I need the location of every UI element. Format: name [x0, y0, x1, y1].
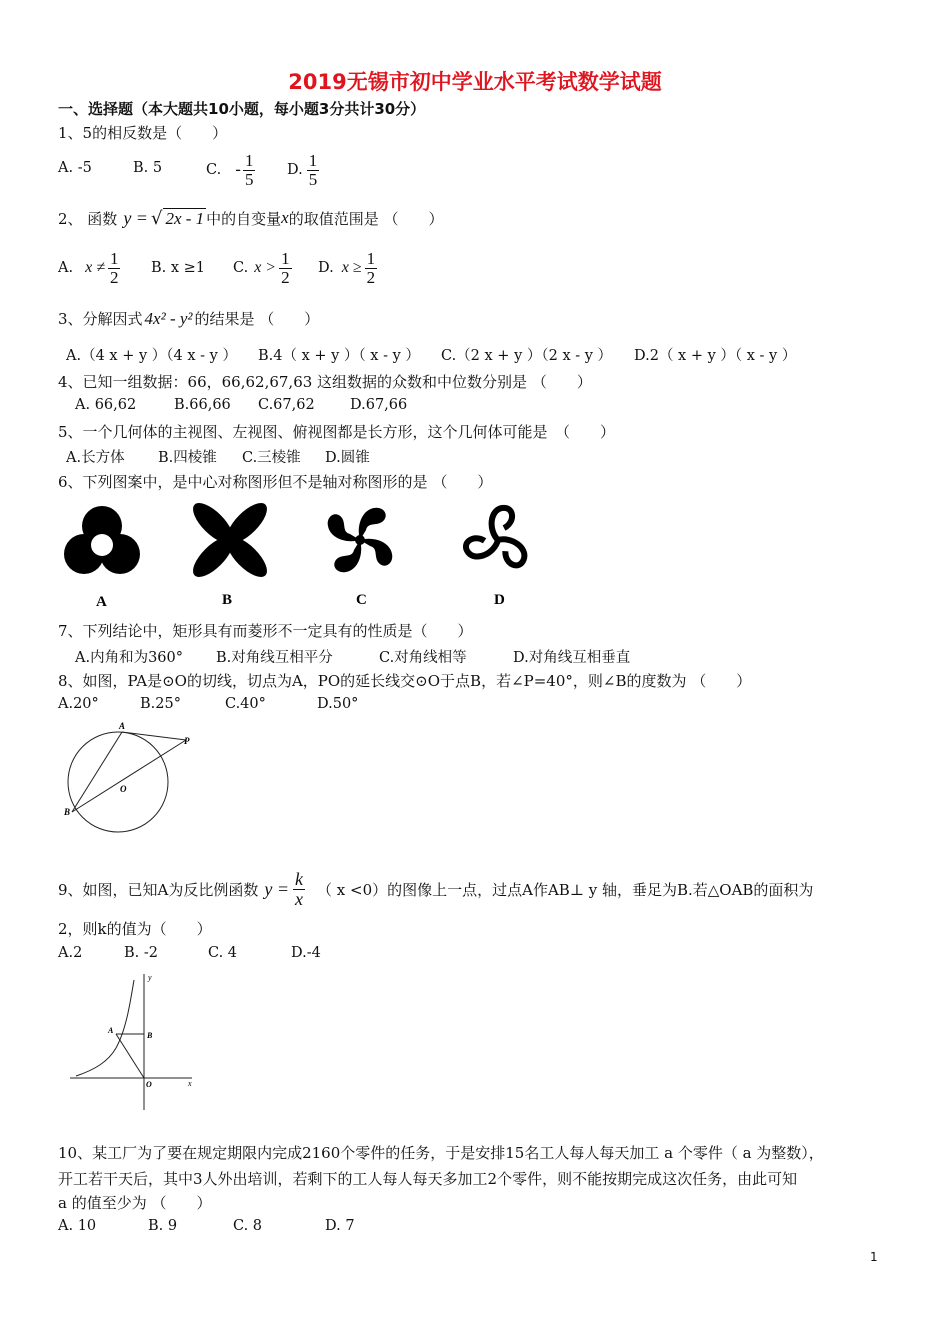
- question-10-line1: 10、某工厂为了要在规定期限内完成2160个零件的任务，于是安排15名工人每人每天加工 a 个零件（ a 为整数），: [58, 1144, 824, 1162]
- q4-option-a: A. 66,62: [75, 397, 137, 413]
- numerator: 1: [281, 248, 290, 268]
- formula-lhs: y =: [264, 878, 290, 899]
- question-7-stem: 7、下列结论中，矩形具有而菱形不一定具有的性质是（ ）: [58, 622, 473, 640]
- denominator: 2: [366, 267, 376, 287]
- q8-option-d: D.50°: [317, 696, 359, 712]
- figure-label-a: A: [96, 594, 107, 610]
- expression: 4x² - y²: [144, 308, 193, 328]
- q7-option-d: D.对角线互相垂直: [513, 650, 631, 666]
- q7-option-b: B.对角线互相平分: [216, 650, 333, 666]
- option-label: C.: [233, 260, 249, 276]
- figure-b-four-petals: [187, 498, 273, 583]
- q5-option-d: D.圆锥: [325, 450, 370, 466]
- q10-option-b: B. 9: [148, 1218, 178, 1234]
- q8-option-b: B.25°: [140, 696, 181, 712]
- stem-text: 3、分解因式: [58, 310, 143, 328]
- q9-option-a: A.2: [58, 945, 83, 961]
- numerator: 1: [366, 248, 376, 268]
- stem-text: 9、如图，已知A为反比例函数: [58, 880, 259, 899]
- question-9-stem: [58, 864, 813, 914]
- option-label: D.: [318, 260, 334, 276]
- q1-option-d: [287, 146, 319, 194]
- question-8-stem: 8、如图，PA是⊙O的切线，切点为A，PO的延长线交⊙O于点B，若∠P=40°，则∠B的度数为 （ ）: [58, 672, 752, 690]
- radicand: 2x - 1: [165, 208, 205, 228]
- q8-option-c: C.40°: [225, 696, 266, 712]
- point-label-p: P: [184, 736, 190, 746]
- q5-option-c: C.三棱锥: [242, 450, 301, 466]
- q1-option-b: B. 5: [133, 160, 163, 176]
- numerator: 1: [308, 150, 318, 170]
- stem-text: 中的自变量: [206, 209, 282, 228]
- question-3-stem: [58, 308, 319, 329]
- q9-option-c: C. 4: [208, 945, 238, 961]
- option-label: C.: [206, 162, 222, 178]
- q10-option-c: C. 8: [233, 1218, 263, 1234]
- q8-circle-figure: [60, 718, 200, 836]
- q8-option-a: A.20°: [58, 696, 99, 712]
- formula-lhs: y =: [123, 207, 148, 228]
- page-title: 2019无锡市初中学业水平考试数学试题: [288, 70, 662, 94]
- numerator: 1: [244, 150, 254, 170]
- q1-option-a: A. -5: [58, 160, 92, 176]
- variable: x: [281, 208, 289, 227]
- q9-option-b: B. -2: [124, 945, 158, 961]
- q4-option-d: D.67,66: [350, 397, 408, 413]
- q4-option-b: B.66,66: [174, 397, 231, 413]
- fraction: [365, 250, 378, 287]
- q2-option-c: [233, 244, 292, 292]
- relation: x >: [254, 259, 277, 276]
- question-5-stem: 5、一个几何体的主视图、左视图、俯视图都是长方形，这个几何体可能是 （ ）: [58, 423, 616, 441]
- numerator: 1: [109, 248, 119, 268]
- fraction: [243, 152, 256, 189]
- q3-option-a: A.（4 x + y ）（4 x - y ）: [66, 348, 237, 364]
- option-label: A.: [58, 260, 74, 276]
- q3-option-c: C.（2 x + y ）（2 x - y ）: [441, 348, 613, 364]
- q7-option-c: C.对角线相等: [379, 650, 467, 666]
- section-heading: 一、选择题（本大题共10小题，每小题3分共计30分）: [58, 100, 426, 118]
- question-2-stem: [58, 206, 444, 230]
- q6-figures: [58, 498, 558, 614]
- denominator: 5: [244, 169, 254, 189]
- relation: x ≥: [341, 259, 362, 276]
- q10-option-a: A. 10: [58, 1218, 97, 1234]
- q3-option-d: D.2（ x + y ）（ x - y ）: [634, 348, 797, 364]
- question-9-line2: 2，则k的值为（ ）: [58, 920, 212, 938]
- axis-label-x: x: [188, 1079, 192, 1088]
- axis-label-y: y: [148, 973, 152, 982]
- condition: （ x <0）: [317, 880, 388, 899]
- denominator: x: [295, 888, 304, 909]
- point-label-a: A: [108, 1026, 114, 1035]
- q2-option-b: B. x ≥1: [151, 260, 206, 276]
- point-label-o: O: [146, 1080, 152, 1089]
- page-number: 1: [870, 1250, 878, 1264]
- option-label: D.: [287, 162, 303, 178]
- sqrt-sign: √: [150, 207, 163, 229]
- point-label-b: B: [147, 1031, 153, 1040]
- stem-text: 的图像上一点，过点A作AB⊥ y 轴，垂足为B.若△OAB的面积为: [387, 880, 814, 899]
- q10-option-d: D. 7: [325, 1218, 355, 1234]
- q2-option-a: [58, 244, 120, 292]
- q5-option-b: B.四棱锥: [158, 450, 217, 466]
- figure-label-d: D: [494, 592, 505, 608]
- q9-option-d: D.-4: [291, 945, 321, 961]
- q7-option-a: A.内角和为360°: [75, 650, 184, 666]
- fraction: [307, 152, 320, 189]
- denominator: 2: [109, 267, 119, 287]
- fraction: [279, 250, 292, 287]
- stem-text: 的取值范围是 （ ）: [288, 209, 444, 228]
- hyperbola-curve: [76, 980, 134, 1076]
- question-10-line3: a 的值至少为 （ ）: [58, 1194, 212, 1212]
- fraction: [293, 870, 305, 909]
- denominator: 2: [281, 267, 290, 287]
- fraction: [108, 250, 121, 287]
- question-6-stem: 6、下列图案中，是中心对称图形但不是轴对称图形的是 （ ）: [58, 473, 493, 491]
- minus-sign: -: [235, 160, 241, 180]
- question-10-line2: 开工若干天后，其中3人外出培训，若剩下的工人每人每天多加工2个零件，则不能按期完成这次任务，由此可知: [58, 1170, 798, 1188]
- figure-c-pinwheel: [328, 508, 393, 573]
- q4-option-c: C.67,62: [258, 397, 315, 413]
- q1-option-c: [206, 146, 255, 194]
- relation: x ≠: [85, 259, 105, 276]
- figure-label-c: C: [356, 592, 367, 608]
- q5-option-a: A.长方体: [66, 450, 125, 466]
- q2-option-d: [318, 244, 377, 292]
- denominator: 5: [308, 169, 318, 189]
- q9-graph-figure: [64, 966, 204, 1116]
- point-label-o: O: [120, 784, 127, 794]
- figure-label-b: B: [222, 592, 233, 608]
- q3-option-b: B.4（ x + y ）（ x - y ）: [258, 348, 420, 364]
- stem-text: 2、 函数: [58, 209, 118, 228]
- numerator: k: [295, 868, 304, 889]
- question-4-stem: 4、已知一组数据：66，66,62,67,63 这组数据的众数和中位数分别是 （ ）: [58, 373, 592, 391]
- point-label-b: B: [64, 807, 71, 817]
- figure-a-trefoil: [64, 506, 140, 574]
- stem-text: 的结果是 （ ）: [194, 310, 320, 328]
- figure-d-outline-trefoil: [463, 508, 529, 568]
- point-label-a: A: [119, 721, 126, 731]
- question-1-stem: 1、5的相反数是（ ）: [58, 124, 228, 142]
